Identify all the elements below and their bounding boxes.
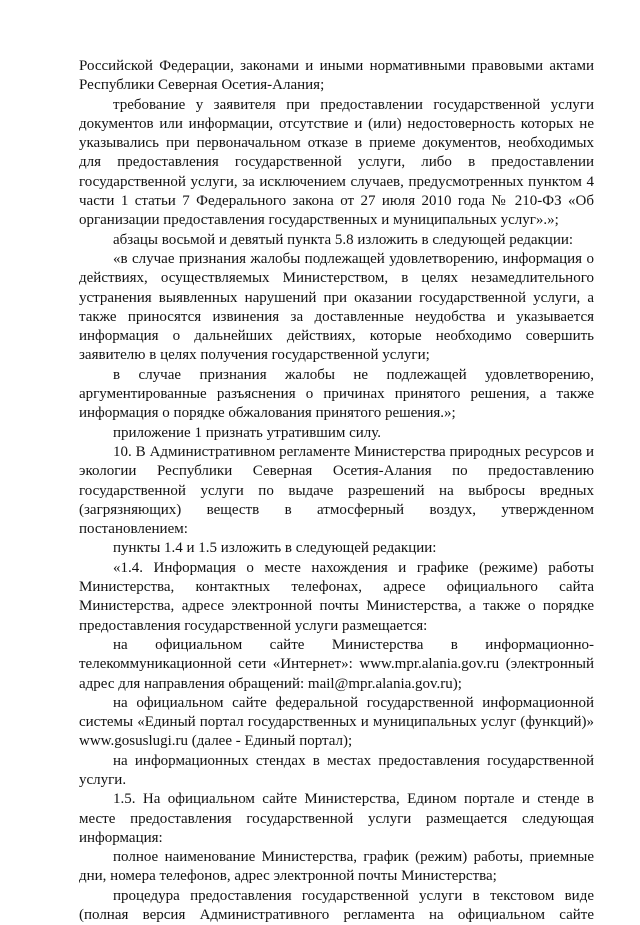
paragraph-1-5: 1.5. На официальном сайте Министерства, Едином портале и стенде в месте предоставления государственной услуги размещается следующая информация: [79, 791, 594, 846]
paragraph-amend-1-4-1-5: пункты 1.4 и 1.5 изложить в следующей редакции: [113, 540, 437, 557]
paragraph-official-site: на официальном сайте Министерства в информационно-телекоммуникационной сети «Интернет»: www.mpr.alania.gov.ru (электронный адрес для направления обращений: mail@mpr.alania.gov.ru); [79, 636, 594, 692]
paragraph-appendix-void: приложение 1 признать утратившим силу. [113, 424, 382, 441]
paragraph-complaint-satisfied: «в случае признания жалобы подлежащей удовлетворению, информация о действиях, осуществляемых Министерством, в целях незамедлительного устранения выявленных нарушений при оказании государственной услуги, а также приносятся извинения за доставленные неудобства и указывается информация о дальнейших действиях, которые необходимо совершить заявителю в целях получения государственной услуги; [79, 250, 594, 364]
paragraph-amend-5-8: абзацы восьмой и девятый пункта 5.8 изложить в следующей редакции: [113, 231, 574, 248]
paragraph-continuation: Российской Федерации, законами и иными нормативными правовыми актами Республики Северная Осетия-Алания; [79, 58, 594, 94]
paragraph-procedure: процедура предоставления государственной услуги в текстовом виде (полная версия Административного регламента на официальном сайте [79, 887, 594, 924]
paragraph-full-name: полное наименование Министерства, график (режим) работы, приемные дни, номера телефонов, адрес электронной почты Министерства; [79, 849, 594, 885]
paragraph-complaint-rejected: в случае признания жалобы не подлежащей удовлетворению, аргументированные разъяснения о причинах принятого решения, а также информация о порядке обжалования принятого решения.»; [79, 366, 594, 422]
paragraph-info-stands: на информационных стендах в местах предоставления государственной услуги. [79, 752, 594, 788]
paragraph-item-10: 10. В Административном регламенте Министерства природных ресурсов и экологии Республики Северная Осетия-Алания по предоставлению государственной услуги по выдаче разрешений на выбросы вредных (загрязняющих) веществ в атмосферный воздух, утвержденном постановлением: [79, 443, 594, 538]
paragraph-unified-portal: на официальном сайте федеральной государственной информационной системы «Единый портал государственных и муниципальных услуг (функций)» www.gosuslugi.ru (далее - Единый портал); [79, 694, 594, 750]
paragraph-1-4: «1.4. Информация о месте нахождения и графике (режиме) работы Министерства, контактных телефонах, адресе официального сайта Министерства, адресе электронной почты Министерства, а также о порядке предоставления государственной услуги размещается: [79, 559, 594, 634]
paragraph-requirement: требование у заявителя при предоставлении государственной услуги документов или информации, отсутствие и (или) недостоверность которых не указывались при первоначальном отказе в приеме документов, необходимых для предоставления государственной услуги, либо в предоставлении государственной услуги, за исключением случаев, предусмотренных пунктом 4 части 1 статьи 7 Федерального закона от 27 июля 2010 года № 210-ФЗ «Об организации предоставления государственных и муниципальных услуг».»; [79, 96, 594, 229]
